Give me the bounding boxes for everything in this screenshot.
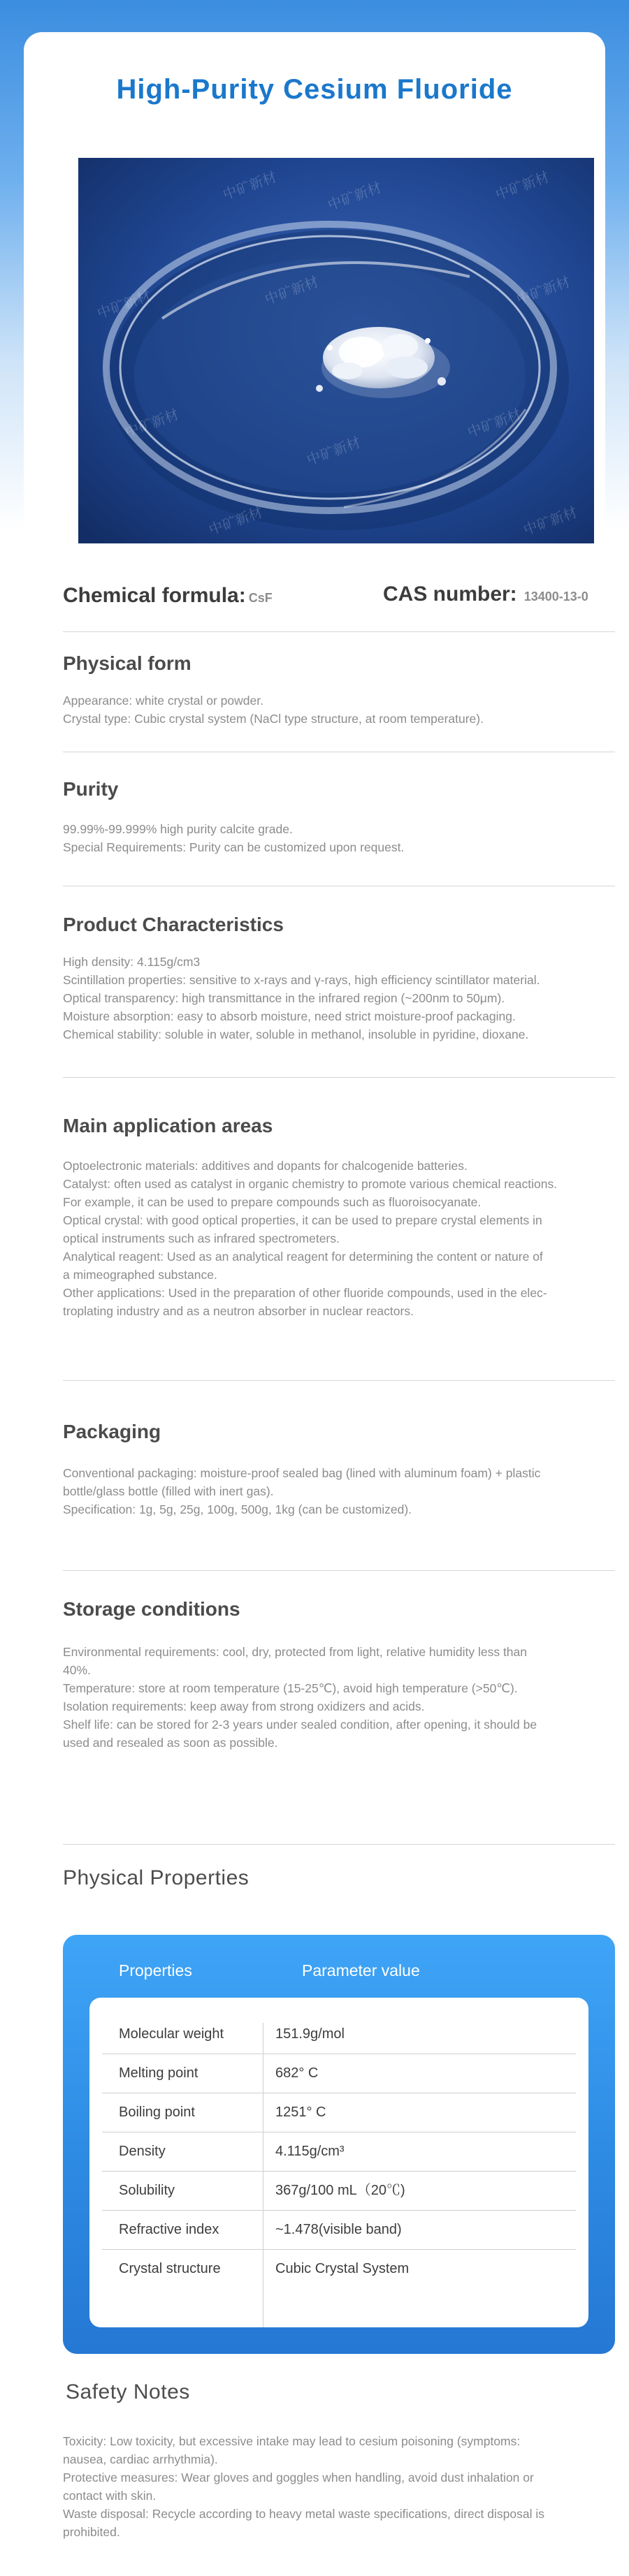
- cas-value: 13400-13-0: [523, 590, 588, 603]
- storage-heading: Storage conditions: [63, 1598, 240, 1620]
- svg-text:中矿新材: 中矿新材: [94, 286, 153, 322]
- divider: [63, 1570, 615, 1571]
- svg-text:中矿新材: 中矿新材: [493, 168, 551, 203]
- safety-notes-text: Toxicity: Low toxicity, but excessive intake may lead to cesium poisoning (symptoms: nausea, cardiac arrhythmia). Protective measures: Wear gloves and goggles when handling, avoid dust inhalation or contact with skin. Waste disposal: Recycle according to heavy metal waste specifications, direct disposal is prohibited.: [63, 2434, 544, 2539]
- property-value: 151.9g/mol: [275, 2026, 345, 2042]
- svg-text:中矿新材: 中矿新材: [220, 168, 279, 203]
- applications-text: Optoelectronic materials: additives and dopants for chalcogenide batteries. Catalyst: often used as catalyst in organic chemistry to promote various chemical reactions. For example, it can be used to prepare compounds such as fluoroisocyanate. Optical crystal: with good optical properties, it can be used to prepare crystal elements in optical instruments such as infrared spectrometers. Analytical reagent: Used as an analytical reagent for determining the content or nature of a mimeographed substance. Other applications: Used in the preparation of other fluoride compounds, used in the elec- troplating industry and as a neutron absorber in nuclear reactors.: [63, 1159, 558, 1318]
- property-name: Boiling point: [119, 2105, 195, 2120]
- property-value: ~1.478(visible band): [275, 2222, 402, 2237]
- divider: [63, 631, 615, 632]
- svg-text:中矿新材: 中矿新材: [262, 272, 321, 308]
- physical-properties-table: [63, 1935, 615, 2354]
- property-value: 1251° C: [275, 2105, 326, 2120]
- property-name: Crystal structure: [119, 2261, 221, 2276]
- physical-form-text: Appearance: white crystal or powder. Crystal type: Cubic crystal system (NaCl type structure, at room temperature).: [63, 694, 484, 726]
- characteristics-heading: Product Characteristics: [63, 914, 284, 935]
- column-header-properties: Properties: [119, 1961, 192, 1979]
- svg-text:中矿新材: 中矿新材: [514, 272, 572, 308]
- property-name: Melting point: [119, 2065, 198, 2081]
- column-header-parameter-value: Parameter value: [302, 1961, 420, 1979]
- property-value: 682° C: [275, 2065, 319, 2081]
- svg-text:中矿新材: 中矿新材: [521, 503, 579, 539]
- formula-label: Chemical formula:: [63, 584, 246, 607]
- packaging-text: Conventional packaging: moisture-proof sealed bag (lined with aluminum foam) + plastic bottle/glass bottle (filled with inert gas). Specification: 1g, 5g, 25g, 100g, 500g, 1kg (can be customized).: [63, 1466, 541, 1516]
- property-name: Molecular weight: [119, 2026, 224, 2042]
- page-card: [24, 32, 605, 2547]
- physical-form-heading: Physical form: [63, 652, 191, 674]
- svg-text:中矿新材: 中矿新材: [304, 433, 363, 469]
- storage-text: Environmental requirements: cool, dry, protected from light, relative humidity less than 40%. Temperature: store at room temperature (15-25℃), avoid high temperature (>50℃). Isolation requirements: keep away from strong oxidizers and acids. Shelf life: can be stored for 2-3 years under sealed condition, after opening, it should be used and resealed as soon as possible.: [63, 1645, 537, 1750]
- cas-label: CAS number:: [383, 583, 517, 606]
- properties-table-body: [89, 1998, 588, 2327]
- purity-heading: Purity: [63, 778, 119, 800]
- property-name: Solubility: [119, 2183, 175, 2198]
- svg-text:中矿新材: 中矿新材: [122, 405, 181, 441]
- table-row: [102, 2093, 576, 2132]
- property-name: Refractive index: [119, 2222, 219, 2237]
- table-row: [102, 2210, 576, 2250]
- property-name: Density: [119, 2144, 166, 2159]
- property-value: 4.115g/cm³: [275, 2144, 345, 2159]
- applications-heading: Main application areas: [63, 1115, 273, 1136]
- safety-notes-heading: Safety Notes: [66, 2380, 190, 2403]
- product-title: High-Purity Cesium Fluoride: [116, 74, 513, 105]
- divider: [63, 1077, 615, 1078]
- divider: [63, 1380, 615, 1381]
- characteristics-text: High density: 4.115g/cm3 Scintillation properties: sensitive to x-rays and γ-rays, high efficiency scintillator material. Optical transparency: high transmittance in the infrared region (~200nm to 50μm). Moisture absorption: easy to absorb moisture, need strict moisture-proof packaging. Chemical stability: soluble in water, soluble in methanol, insoluble in pyridine, dioxane.: [63, 955, 540, 1041]
- property-value: 367g/100 mL（20℃): [275, 2183, 405, 2198]
- divider: [63, 1844, 615, 1845]
- table-row: [102, 2014, 576, 2054]
- product-photo: [78, 158, 594, 543]
- table-row: [102, 2132, 576, 2172]
- chemical-formula: [63, 584, 273, 608]
- packaging-heading: Packaging: [63, 1421, 161, 1442]
- svg-text:中矿新材: 中矿新材: [465, 405, 523, 441]
- property-value: Cubic Crystal System: [275, 2261, 410, 2276]
- table-row: [102, 2054, 576, 2093]
- formula-value: CsF: [248, 591, 273, 605]
- purity-text: 99.99%-99.999% high purity calcite grade. Special Requirements: Purity can be customized upon request.: [63, 822, 405, 854]
- petri-dish-illustration: [78, 158, 594, 543]
- physical-properties-heading: Physical Properties: [63, 1866, 250, 1889]
- cas-number: [383, 583, 588, 606]
- svg-text:中矿新材: 中矿新材: [206, 503, 265, 539]
- svg-text:中矿新材: 中矿新材: [325, 178, 384, 214]
- table-row: [102, 2249, 576, 2288]
- table-row: [102, 2171, 576, 2211]
